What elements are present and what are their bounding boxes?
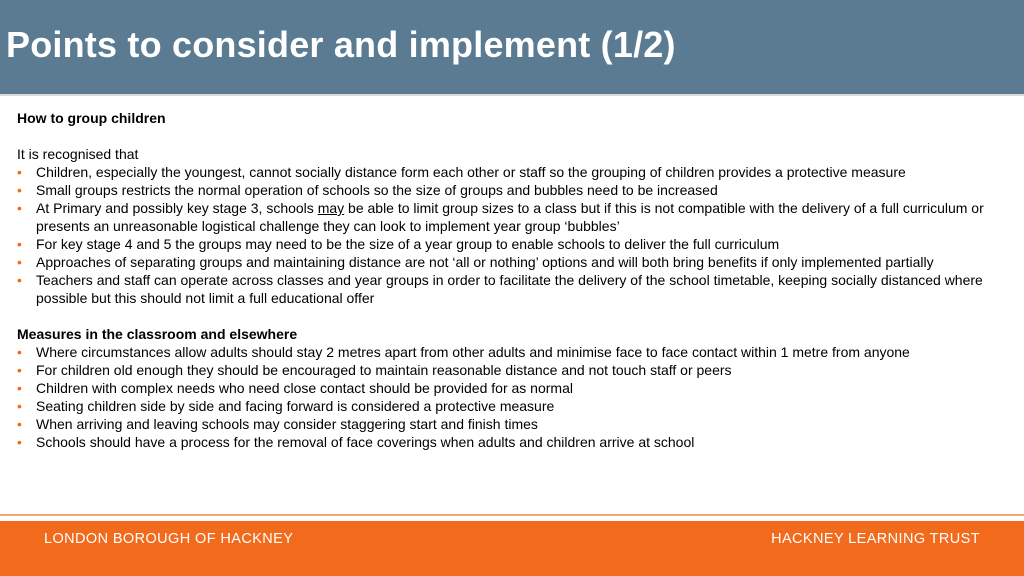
footer-bar	[0, 521, 1024, 576]
bullet-icon: •	[17, 380, 22, 396]
section-heading-grouping: How to group children	[17, 110, 166, 126]
list-item-text: For children old enough they should be encouraged to maintain reasonable distance and not touch staff or peers	[36, 362, 732, 378]
bullet-icon: •	[17, 344, 22, 360]
footer-logo-hackney-borough: LONDON BOROUGH OF HACKNEY	[44, 531, 294, 547]
grouping-bullet-list	[17, 163, 1007, 307]
spacer	[17, 127, 1007, 145]
spacer	[17, 307, 1007, 325]
slide-body	[17, 109, 1007, 451]
list-item	[17, 181, 1007, 199]
list-item	[17, 415, 1007, 433]
measures-bullet-list	[17, 343, 1007, 451]
list-item	[17, 343, 1007, 361]
footer-logo-learning-trust: HACKNEY LEARNING TRUST	[771, 531, 980, 547]
list-item-text: Where circumstances allow adults should stay 2 metres apart from other adults and minimise face to face contact within 1 metre from anyone	[36, 344, 910, 360]
section-heading-measures: Measures in the classroom and elsewhere	[17, 326, 298, 342]
list-item	[17, 199, 1007, 235]
list-item	[17, 361, 1007, 379]
header-divider	[0, 94, 1024, 96]
list-item-text: Teachers and staff can operate across classes and year groups in order to facilitate the delivery of the school timetable, keeping socially distanced where possible but this should not limit a full educational offer	[36, 272, 983, 306]
bullet-icon: •	[17, 182, 22, 198]
bullet-icon: •	[17, 200, 22, 216]
list-item-text: Children, especially the youngest, cannot socially distance form each other or staff so the grouping of children provides a protective measure	[36, 164, 906, 180]
bullet-icon: •	[17, 362, 22, 378]
list-item-text-pre: At Primary and possibly key stage 3, schools	[36, 200, 318, 216]
list-item-text: Approaches of separating groups and maintaining distance are not ‘all or nothing’ options and will both bring benefits if only implemented partially	[36, 254, 934, 270]
list-item-text: Seating children side by side and facing forward is considered a protective measure	[36, 398, 555, 414]
list-item-text-emphasis: may	[317, 200, 345, 216]
list-item-text-post: be able to limit group sizes to a class but if this is not compatible with the delivery of a full curriculum or presents an unreasonable logistical challenge they can look to implement year group ‘bubbles’	[36, 200, 984, 234]
list-item	[17, 235, 1007, 253]
list-item	[17, 433, 1007, 451]
bullet-icon: •	[17, 434, 22, 450]
list-item-text: For key stage 4 and 5 the groups may need to be the size of a year group to enable schools to deliver the full curriculum	[36, 236, 780, 252]
title-bar	[0, 0, 1024, 94]
bullet-icon: •	[17, 164, 22, 180]
list-item	[17, 271, 1007, 307]
bullet-icon: •	[17, 254, 22, 270]
list-item	[17, 163, 1007, 181]
slide-title: Points to consider and implement (1/2)	[6, 24, 676, 65]
list-item-text: When arriving and leaving schools may consider staggering start and finish times	[36, 416, 538, 432]
section-intro: It is recognised that	[17, 146, 139, 162]
bullet-icon: •	[17, 416, 22, 432]
bullet-icon: •	[17, 398, 22, 414]
footer-divider	[0, 514, 1024, 516]
bullet-icon: •	[17, 272, 22, 288]
list-item-text: Children with complex needs who need close contact should be provided for as normal	[36, 380, 573, 396]
list-item	[17, 397, 1007, 415]
list-item-text: Small groups restricts the normal operation of schools so the size of groups and bubbles need to be increased	[36, 182, 718, 198]
bullet-icon: •	[17, 236, 22, 252]
list-item-text: Schools should have a process for the removal of face coverings when adults and children arrive at school	[36, 434, 695, 450]
list-item	[17, 253, 1007, 271]
list-item	[17, 379, 1007, 397]
